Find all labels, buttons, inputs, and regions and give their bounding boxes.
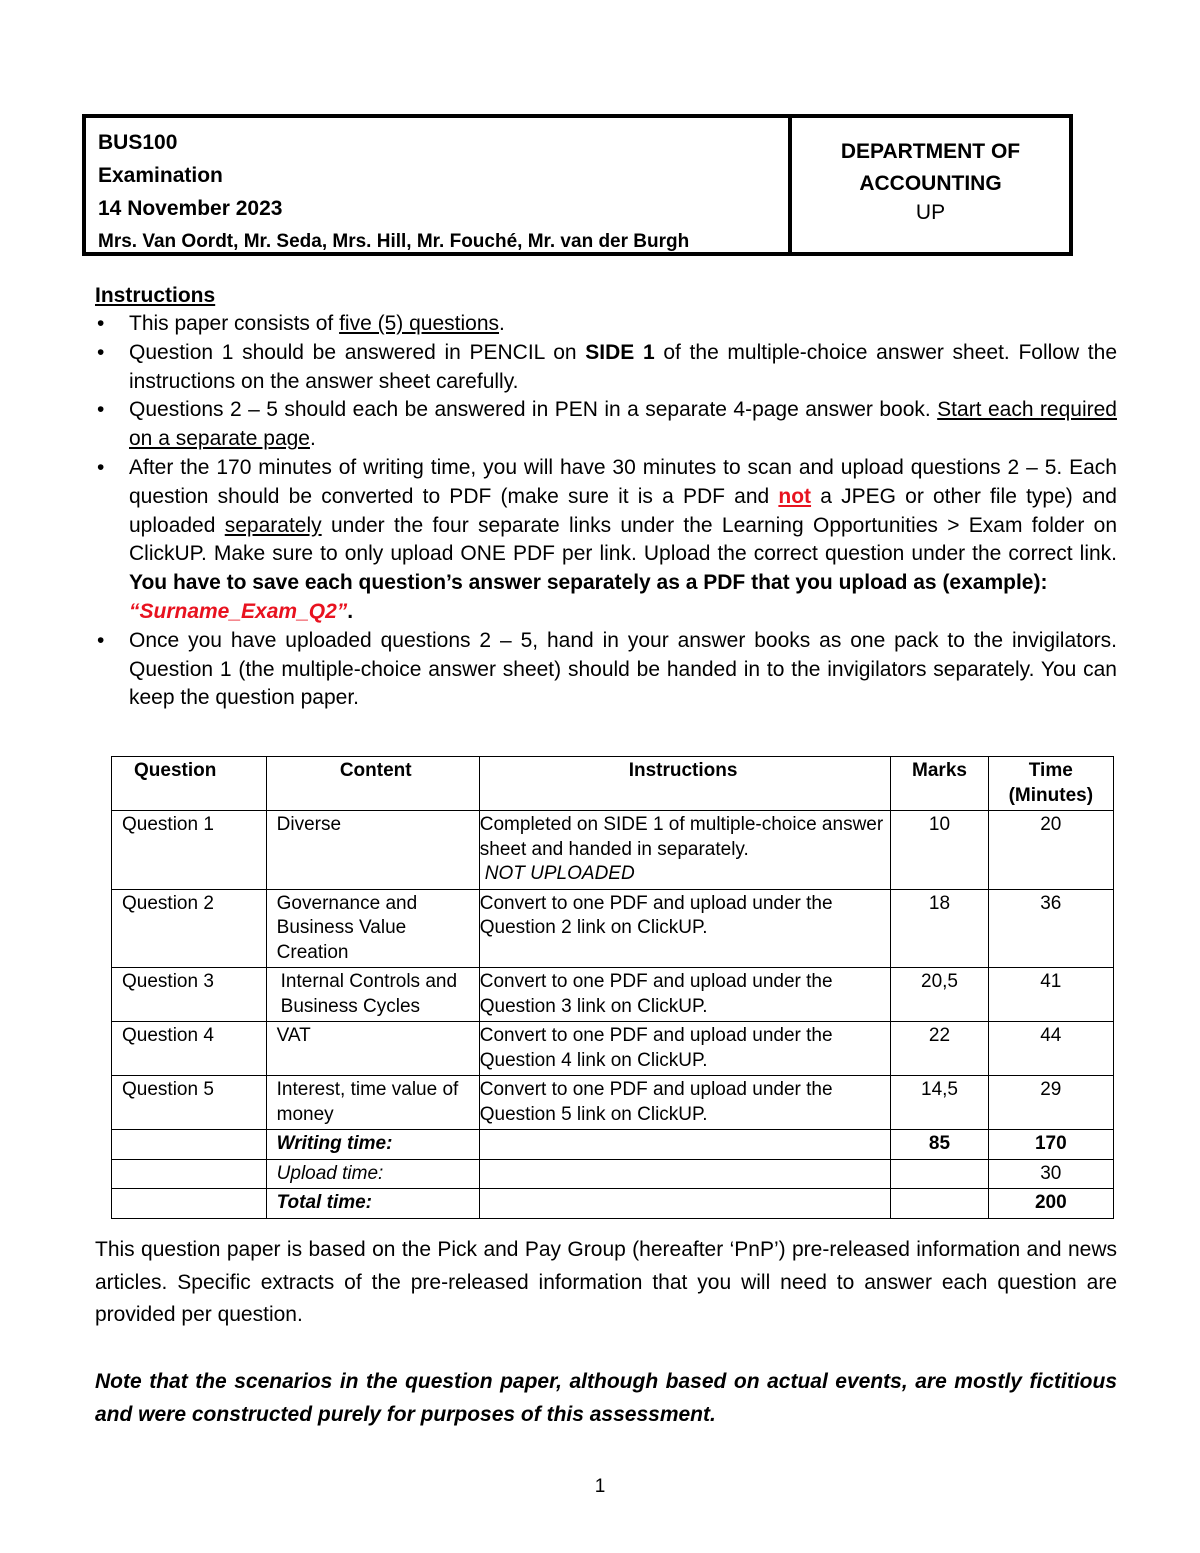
instruction-text: Once you have uploaded questions 2 – 5, hand in your answer books as one pack to the invigilators. Question 1 (the multiple-choice answer sheet) should be handed in to the invigilators separately. You can keep the question paper. [129, 628, 1117, 710]
instruction-text: under the four separate links under the Learning Opportunities > Exam folder on ClickUP. Make sure to only upload ONE PDF per link. Upload the correct question under the correct link. [129, 513, 1117, 566]
header-time-unit: (Minutes) [1008, 784, 1094, 806]
cell-time: 29 [988, 1076, 1113, 1130]
header-content: Content [266, 757, 479, 811]
disclaimer-note: Note that the scenarios in the question paper, although based on actual events, are mostly fictitious and were constructed purely for purposes of this assessment. [95, 1370, 1117, 1426]
instruction-underlined: five (5) questions [339, 312, 500, 335]
cell-question: Question 3 [112, 968, 267, 1022]
instruction-bold: You have to save each question’s answer separately as a PDF that you upload as (example): [129, 571, 1048, 595]
instruction-item [95, 454, 1117, 627]
lecturers: Mrs. Van Oordt, Mr. Seda, Mrs. Hill, Mr. Fouché, Mr. van der Burgh [98, 231, 690, 252]
department-line1: DEPARTMENT OF [840, 140, 1021, 163]
table-row [112, 1076, 1114, 1130]
table-row-upload-time [112, 1159, 1114, 1189]
question-table [111, 756, 1114, 1219]
header-instructions: Instructions [479, 757, 891, 811]
instruction-item [95, 310, 1117, 339]
cell-empty [112, 1130, 267, 1160]
writing-time-marks: 85 [891, 1130, 988, 1160]
exam-type: Examination [98, 164, 223, 187]
table-row [112, 1022, 1114, 1076]
instruction-text: . [499, 312, 505, 335]
header-marks: Marks [891, 757, 988, 811]
cell-marks: 20,5 [891, 968, 988, 1022]
instructions-title: Instructions [95, 284, 216, 307]
cell-marks: 14,5 [891, 1076, 988, 1130]
cell-time: 44 [988, 1022, 1113, 1076]
instruction-text: This paper consists of [129, 312, 340, 335]
cell-empty [891, 1159, 988, 1189]
cell-content: Governance and Business Value Creation [266, 889, 479, 968]
header-time-label: Time [1028, 760, 1073, 781]
cell-instructions: Convert to one PDF and upload under the Question 3 link on ClickUP. [479, 968, 891, 1022]
cell-question: Question 5 [112, 1076, 267, 1130]
table-row-total-time [112, 1189, 1114, 1219]
course-code: BUS100 [98, 131, 178, 154]
not-uploaded-note: NOT UPLOADED [484, 863, 635, 884]
writing-time-minutes: 170 [988, 1130, 1113, 1160]
department-line2: ACCOUNTING [859, 172, 1002, 195]
exam-header-box [82, 114, 1073, 256]
total-time-minutes: 200 [988, 1189, 1113, 1219]
cell-instructions-text: Completed on SIDE 1 of multiple-choice answer sheet and handed in separately. [479, 814, 884, 860]
instruction-underlined: on a separate page [129, 427, 310, 451]
table-row [112, 968, 1114, 1022]
instruction-emphasis-not: not [778, 484, 812, 508]
cell-instructions: Convert to one PDF and upload under the Question 5 link on ClickUP. [479, 1076, 891, 1130]
instruction-text: . [309, 427, 316, 451]
header-question: Question [112, 757, 267, 811]
cell-instructions: Convert to one PDF and upload under the Question 4 link on ClickUP. [479, 1022, 891, 1076]
instruction-text: a JPEG or other file type) and uploaded [129, 484, 1117, 537]
upload-time-minutes: 30 [988, 1159, 1113, 1189]
cell-instructions: Convert to one PDF and upload under the Question 2 link on ClickUP. [479, 889, 891, 968]
cell-question: Question 4 [112, 1022, 267, 1076]
table-header-row [112, 757, 1114, 811]
instruction-text: Questions 2 – 5 should each be answered in PEN in a separate 4-page answer book. [129, 398, 938, 422]
instruction-underlined: Start each required [937, 398, 1117, 422]
table-row-writing-time [112, 1130, 1114, 1160]
cell-time: 20 [988, 811, 1113, 890]
instruction-text: of the multiple-choice answer sheet. Follow the instructions on the answer sheet carefully. [129, 340, 1118, 393]
intro-paragraph: This question paper is based on the Pick and Pay Group (hereafter ‘PnP’) pre-released information and news articles. Specific extracts of the pre-released information that you will need to answer each question are provided per question. [95, 1238, 1117, 1326]
cell-empty [112, 1189, 267, 1219]
table-row [112, 889, 1114, 968]
cell-empty [891, 1189, 988, 1219]
department-block [792, 118, 1069, 252]
instruction-text: After the 170 minutes of writing time, you will have 30 minutes to scan and upload questions 2 – 5. Each question should be converted to PDF (make sure it is a PDF and [129, 455, 1117, 508]
cell-marks: 10 [891, 811, 988, 890]
cell-content: Internal Controls and Business Cycles [266, 968, 479, 1022]
instruction-text: Question 1 should be answered in PENCIL on [129, 340, 586, 364]
instructions-list [95, 310, 1117, 713]
cell-question: Question 2 [112, 889, 267, 968]
institution: UP [915, 201, 946, 224]
cell-marks: 22 [891, 1022, 988, 1076]
writing-time-label: Writing time: [266, 1130, 479, 1160]
exam-details [86, 118, 792, 252]
instruction-item [95, 339, 1117, 397]
cell-content: Diverse [266, 811, 479, 890]
instruction-item [95, 396, 1117, 454]
instruction-text: . [347, 599, 354, 623]
cell-empty [112, 1159, 267, 1189]
header-time [988, 757, 1113, 811]
cell-marks: 18 [891, 889, 988, 968]
cell-question: Question 1 [112, 811, 267, 890]
instructions-section [95, 282, 1117, 713]
cell-time: 36 [988, 889, 1113, 968]
cell-empty [479, 1159, 891, 1189]
cell-time: 41 [988, 968, 1113, 1022]
instruction-underlined: separately [224, 513, 322, 537]
cell-empty [479, 1130, 891, 1160]
cell-empty [479, 1189, 891, 1219]
filename-example: “Surname_Exam_Q2” [129, 599, 348, 623]
instruction-item [95, 627, 1117, 713]
cell-content: Interest, time value of money [266, 1076, 479, 1130]
table-row [112, 811, 1114, 890]
page-number: 1 [594, 1476, 606, 1497]
instruction-bold: SIDE 1 [585, 340, 655, 364]
cell-content: VAT [266, 1022, 479, 1076]
exam-date: 14 November 2023 [98, 197, 283, 220]
upload-time-label: Upload time: [266, 1159, 479, 1189]
cell-instructions [479, 811, 891, 890]
total-time-label: Total time: [266, 1189, 479, 1219]
